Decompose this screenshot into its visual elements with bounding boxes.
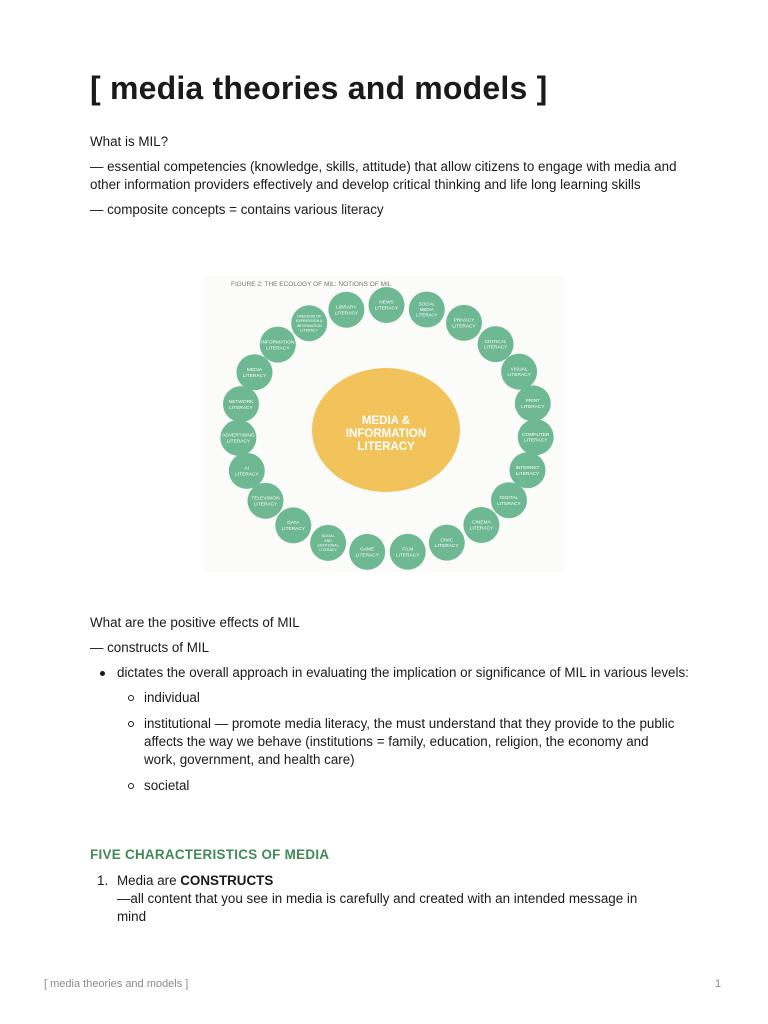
- literacy-node-label: CRITICAL: [484, 339, 507, 345]
- literacy-node-label: LITERACY: [334, 311, 359, 317]
- literacy-node-label: LITERACY: [355, 553, 379, 559]
- literacy-node-label: LITERACY: [229, 405, 253, 411]
- item-bold-term: CONSTRUCTS: [180, 873, 274, 888]
- literacy-node-label: LITERACY: [319, 548, 337, 553]
- center-label-line-3: LITERACY: [357, 441, 415, 453]
- literacy-node-label: INFORMATION: [261, 340, 295, 346]
- literacy-node: [390, 534, 426, 570]
- sub-bullet-circle: [128, 695, 134, 701]
- ecology-diagram: [203, 276, 565, 572]
- literacy-node-label: INFORMATION: [296, 323, 322, 328]
- item-number: 1.: [97, 873, 109, 888]
- literacy-node-label: LITERACY: [435, 544, 459, 550]
- mil-definition: — essential competencies (knowledge, skills, attitude) that allow citizens to engage with media and other information providers effectively and develop critical thinking and life long learning skills: [90, 159, 677, 192]
- literacy-node-label: AND: [324, 538, 332, 543]
- literacy-node-label: EMOTIONAL: [317, 543, 339, 548]
- mil-ecology-figure: [203, 276, 565, 572]
- literacy-node: [478, 326, 514, 362]
- center-circle: [312, 368, 460, 492]
- literacy-node-label: LITERACY: [226, 439, 251, 445]
- sub-bullet-circle: [128, 721, 134, 727]
- literacy-node: [510, 452, 546, 488]
- literacy-node-label: LITERACY: [452, 324, 476, 330]
- footer-title: [ media theories and models ]: [44, 978, 189, 990]
- literacy-node-label: LITERACY: [469, 526, 494, 532]
- literacy-node: [328, 292, 364, 328]
- effects-bullet-list: [90, 664, 690, 795]
- characteristics-heading: FIVE CHARACTERISTICS OF MEDIA: [90, 847, 330, 862]
- literacy-node-label: NEWS: [379, 300, 394, 306]
- literacy-node-label: LIBRARY: [336, 305, 357, 311]
- item-body: [117, 872, 650, 926]
- literacy-node-label: LITERACY: [266, 346, 290, 352]
- level-individual: [117, 689, 679, 707]
- literacy-node-label: ADVERTISING: [222, 433, 255, 439]
- literacy-node-label: DATA: [287, 521, 300, 527]
- literacy-node-label: LITERACY: [253, 502, 278, 508]
- literacy-node: [220, 420, 256, 456]
- literacy-node-label: LITERACY: [395, 553, 420, 559]
- bullet-dot: [100, 671, 105, 676]
- literacy-node-label: MEDIA: [419, 307, 434, 312]
- literacy-node-label: LITERACY: [521, 405, 545, 410]
- literacy-node-label: VISUAL: [510, 367, 528, 373]
- literacy-node: [429, 525, 465, 561]
- literacy-node-label: TELEVISION: [251, 496, 280, 502]
- literacy-node-label: GAME: [360, 547, 375, 553]
- literacy-node: [237, 354, 273, 390]
- literacy-node-label: EXPRESSION &: [295, 319, 323, 324]
- literacy-node-label: SOCIAL: [321, 534, 335, 539]
- literacy-node-label: NETWORK: [228, 399, 254, 405]
- literacy-node-label: LITERACY: [374, 306, 399, 312]
- literacy-node: [491, 482, 527, 518]
- literacy-node: [518, 419, 554, 455]
- literacy-node-label: PRIVACY: [453, 318, 475, 324]
- list-item: [90, 664, 690, 795]
- level-societal: [117, 777, 679, 795]
- literacy-node: [248, 483, 284, 519]
- literacy-node-label: LITERACY: [497, 501, 521, 507]
- literacy-node-label: LITERACY: [507, 373, 531, 379]
- literacy-node-label: LITERACY: [242, 373, 267, 379]
- literacy-node-label: FILM: [402, 547, 414, 553]
- mil-question: What is MIL?: [90, 134, 169, 149]
- item-prefix: Media are: [117, 873, 181, 888]
- literacy-node-label: LITERACY: [416, 312, 438, 318]
- literacy-node: [229, 453, 265, 489]
- literacy-node: [275, 507, 311, 543]
- literacy-node-label: LITERACY: [483, 345, 508, 351]
- center-label-line-1: MEDIA &: [361, 415, 411, 427]
- literacy-node: [515, 385, 551, 421]
- levels-list: [117, 689, 690, 795]
- literacy-node: [501, 354, 537, 390]
- characteristics-list: [90, 872, 650, 926]
- literacy-node: [349, 534, 385, 570]
- literacy-node-label: INTERNET: [515, 465, 540, 471]
- page-number: 1: [715, 978, 722, 990]
- effects-bullet-text: dictates the overall approach in evaluating the implication or significance of MIL in various levels:: [117, 665, 689, 680]
- literacy-node: [291, 305, 327, 341]
- literacy-node-label: DIGITAL: [499, 495, 519, 501]
- effects-section: [90, 614, 690, 803]
- literacy-node-label: CINEMA: [472, 520, 491, 526]
- item-detail: —all content that you see in media is carefully and created with an intended message in mind: [117, 891, 638, 924]
- literacy-node: [463, 507, 499, 543]
- center-label-line-2: INFORMATION: [345, 428, 427, 440]
- literacy-node-label: LITERACY: [515, 471, 540, 477]
- literacy-node-label: LITERACY: [281, 527, 306, 533]
- literacy-node: [223, 386, 259, 422]
- literacy-node-label: SOCIAL: [418, 301, 435, 307]
- level-text: societal: [144, 778, 190, 793]
- literacy-node: [369, 287, 405, 323]
- literacy-node: [260, 327, 296, 363]
- literacy-node: [310, 525, 346, 561]
- effects-question: What are the positive effects of MIL: [90, 615, 300, 630]
- figure-caption: FIGURE 2: THE ECOLOGY OF MIL: NOTIONS OF MIL: [231, 281, 392, 288]
- list-item: [90, 872, 650, 926]
- literacy-node-label: LITERACY: [300, 328, 318, 333]
- level-text: individual: [144, 690, 200, 705]
- literacy-node: [409, 292, 445, 328]
- literacy-node-label: FREEDOM OF: [297, 314, 322, 319]
- literacy-node-label: PRINT: [525, 399, 541, 405]
- literacy-node: [446, 305, 482, 341]
- literacy-node-label: CIVIC: [440, 538, 454, 544]
- effects-constructs: — constructs of MIL: [90, 640, 210, 655]
- page-title: [ media theories and models ]: [90, 70, 548, 106]
- literacy-node-label: AI: [244, 466, 250, 472]
- level-text: institutional — promote media literacy, the must understand that they provide to the public affects the way we behave (institutions = family, education, religion, the economy and work, government, and health care): [144, 716, 675, 767]
- level-institutional: [117, 715, 679, 769]
- literacy-node-label: MEDIA: [246, 368, 263, 373]
- literacy-node-label: LITERACY: [523, 438, 548, 444]
- intro-section: [90, 133, 690, 226]
- mil-composite: — composite concepts = contains various literacy: [90, 202, 384, 217]
- literacy-node-label: COMPUTER: [521, 432, 550, 438]
- literacy-node-label: LITERACY: [235, 472, 259, 478]
- sub-bullet-circle: [128, 783, 134, 789]
